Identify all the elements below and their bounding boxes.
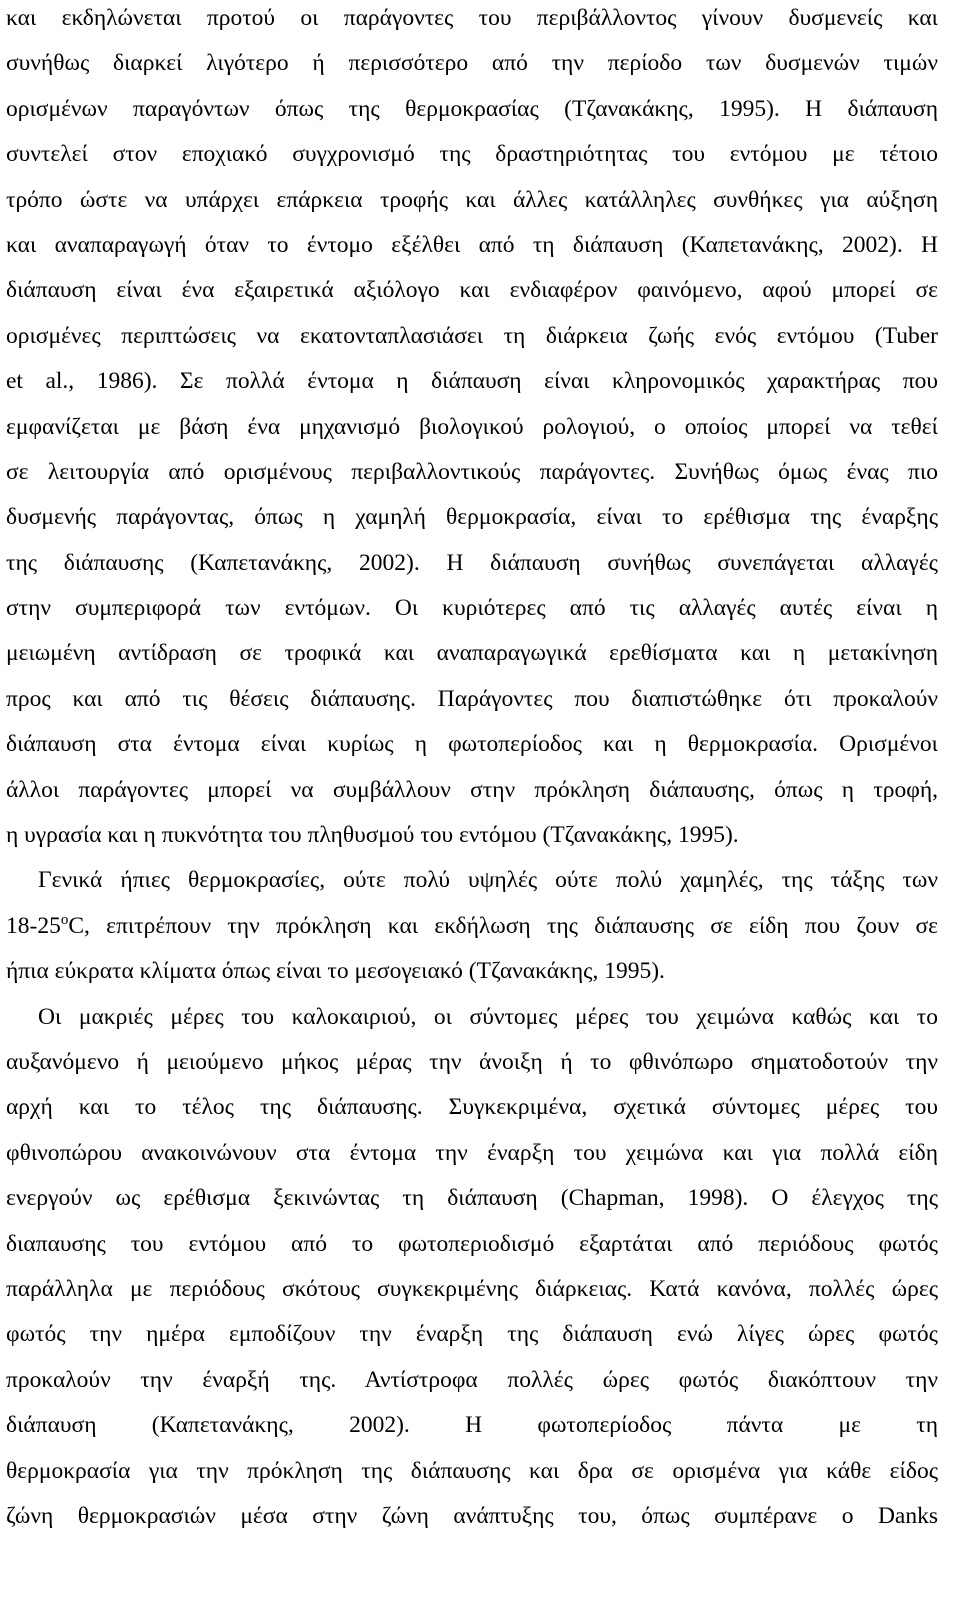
text-line: θερμοκρασία για την πρόκληση της διάπαυσης και δρα σε ορισμένα για κάθε είδος bbox=[6, 1457, 938, 1484]
text-line: παράλληλα με περιόδους σκότους συγκεκριμένης διάρκειας. Κατά κανόνα, πολλές ώρες bbox=[6, 1275, 938, 1302]
text-line: τρόπο ώστε να υπάρχει επάρκεια τροφής και άλλες κατάλληλες συνθήκες για αύξηση bbox=[6, 186, 938, 213]
text-line: φθινοπώρου ανακοινώνουν στα έντομα την έναρξη του χειμώνα και για πολλά είδη bbox=[6, 1139, 938, 1166]
text-line: διάπαυση (Καπετανάκης, 2002). Η φωτοπερίοδος πάντα με τη bbox=[6, 1412, 938, 1439]
text-line: διαπαυσης του εντόμου από το φωτοπεριοδισμό εξαρτάται από περιόδους φωτός bbox=[6, 1230, 938, 1257]
text-line: η υγρασία και η πυκνότητα του πληθυσμού του εντόμου (Τζανακάκης, 1995). bbox=[6, 822, 739, 849]
text-line: φωτός την ημέρα εμποδίζουν την έναρξη της διάπαυση ενώ λίγες ώρες φωτός bbox=[6, 1321, 938, 1348]
text-line: αυξανόμενο ή μειούμενο μήκος μέρας την άνοιξη ή το φθινόπωρο σηματοδοτούν την bbox=[6, 1048, 938, 1075]
text-line: συνήθως διαρκεί λιγότερο ή περισσότερο από την περίοδο των δυσμενών τιμών bbox=[6, 50, 938, 77]
text-line: άλλοι παράγοντες μπορεί να συμβάλλουν στην πρόκληση διάπαυσης, όπως η τροφή, bbox=[6, 776, 938, 803]
text-run: C, επιτρέπουν την πρόκληση και εκδήλωση της διάπαυσης σε είδη που ζουν σε bbox=[68, 912, 938, 939]
paragraph-temperatures bbox=[6, 858, 938, 994]
text-line: διάπαυση στα έντομα είναι κυρίως η φωτοπερίοδος και η θερμοκρασία. Ορισμένοι bbox=[6, 731, 938, 758]
text-line: ορισμένες περιπτώσεις να εκατονταπλασιάσει τη διάρκεια ζωής ενός εντόμου (Tuber bbox=[6, 322, 938, 349]
text-line: ενεργούν ως ερέθισμα ξεκινώντας τη διάπαυση (Chapman, 1998). Ο έλεγχος της bbox=[6, 1185, 938, 1212]
text-line: διάπαυση είναι ένα εξαιρετικά αξιόλογο και ενδιαφέρον φαινόμενο, αφού μπορεί σε bbox=[6, 277, 938, 304]
text-line: και εκδηλώνεται προτού οι παράγοντες του περιβάλλοντος γίνουν δυσμενείς και bbox=[6, 5, 938, 31]
text-line: σε λειτουργία από ορισμένους περιβαλλοντικούς παράγοντες. Συνήθως όμως ένας πιο bbox=[6, 458, 938, 485]
text-line: προκαλούν την έναρξή της. Αντίστροφα πολλές ώρες φωτός διακόπτουν την bbox=[6, 1366, 938, 1393]
text-line: δυσμενής παράγοντας, όπως η χαμηλή θερμοκρασία, είναι το ερέθισμα της έναρξης bbox=[6, 504, 938, 531]
text-line: Οι μακριές μέρες του καλοκαιριού, οι σύντομες μέρες του χειμώνα καθώς και το bbox=[38, 1003, 938, 1030]
text-line: ζώνη θερμοκρασιών μέσα στην ζώνη ανάπτυξης του, όπως συμπέρανε ο Danks bbox=[6, 1502, 938, 1529]
text-line: συντελεί στον εποχιακό συγχρονισμό της δραστηριότητας του εντόμου με τέτοιο bbox=[6, 141, 938, 168]
text-line: στην συμπεριφορά των εντόμων. Οι κυριότερες από τις αλλαγές αυτές είναι η bbox=[6, 595, 938, 622]
text-line: μειωμένη αντίδραση σε τροφικά και αναπαραγωγικά ερεθίσματα και η μετακίνηση bbox=[6, 640, 938, 667]
degree-superscript: o bbox=[60, 911, 69, 928]
text-line: της διάπαυσης (Καπετανάκης, 2002). Η διάπαυση συνήθως συνεπάγεται αλλαγές bbox=[6, 549, 938, 576]
temperature-range: 18-25 bbox=[6, 912, 61, 939]
text-line: αρχή και το τέλος της διάπαυσης. Συγκεκριμένα, σχετικά σύντομες μέρες του bbox=[6, 1094, 938, 1121]
document-page bbox=[6, 0, 938, 1539]
text-line: ήπια εύκρατα κλίματα όπως είναι το μεσογειακό (Τζανακάκης, 1995). bbox=[6, 958, 665, 985]
text-line: Γενικά ήπιες θερμοκρασίες, ούτε πολύ υψηλές ούτε πολύ χαμηλές, της τάξης των bbox=[38, 867, 938, 894]
text-line-with-superscript bbox=[6, 904, 938, 949]
text-line: και αναπαραγωγή όταν το έντομο εξέλθει από τη διάπαυση (Καπετανάκης, 2002). Η bbox=[6, 231, 938, 258]
text-line: προς και από τις θέσεις διάπαυσης. Παράγοντες που διαπιστώθηκε ότι προκαλούν bbox=[6, 685, 938, 712]
text-line: εμφανίζεται με βάση ένα μηχανισμό βιολογικού ρολογιού, ο οποίος μπορεί να τεθεί bbox=[6, 413, 938, 440]
paragraph-diapause-intro bbox=[6, 0, 938, 858]
paragraph-photoperiod bbox=[6, 995, 938, 1540]
text-line: et al., 1986). Σε πολλά έντομα η διάπαυση είναι κληρονομικός χαρακτήρας που bbox=[6, 368, 938, 395]
text-line: ορισμένων παραγόντων όπως της θερμοκρασίας (Τζανακάκης, 1995). Η διάπαυση bbox=[6, 95, 938, 122]
